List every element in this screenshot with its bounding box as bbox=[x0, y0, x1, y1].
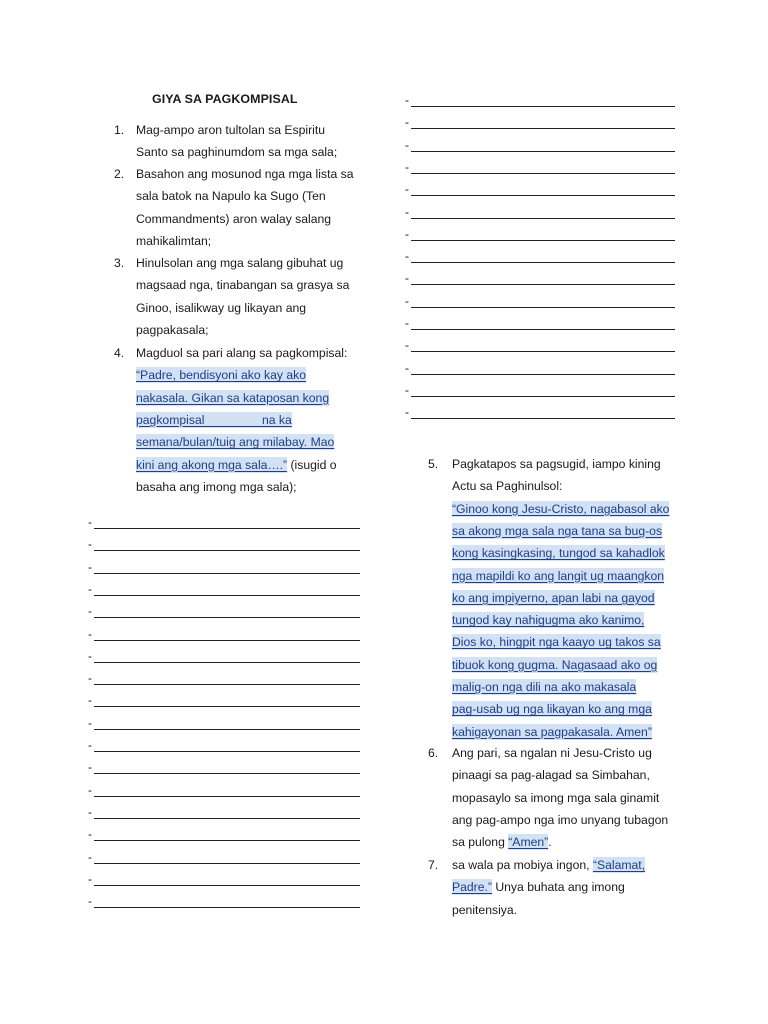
prayer-text: tibuok kong gugma. Nagasaad ako og bbox=[452, 657, 658, 672]
blank-rule bbox=[94, 640, 360, 641]
item-number: 7. bbox=[428, 858, 439, 872]
blank-rule bbox=[94, 907, 360, 908]
blank-rule bbox=[94, 550, 360, 551]
prayer-text: “Amen” bbox=[508, 835, 549, 850]
blank-rule bbox=[411, 173, 675, 174]
item-line bbox=[452, 725, 652, 739]
item-line bbox=[452, 658, 657, 672]
item-line bbox=[452, 546, 665, 560]
blank-rule bbox=[94, 840, 360, 841]
blank-rule bbox=[94, 729, 360, 730]
blank-marker: - bbox=[88, 515, 92, 529]
blank-line[interactable] bbox=[88, 716, 362, 730]
item-line bbox=[452, 680, 636, 694]
item-number: 3. bbox=[114, 256, 125, 270]
item-line bbox=[452, 791, 659, 805]
item-line bbox=[136, 256, 343, 270]
instruction-text: Actu sa Paghinulsol: bbox=[452, 479, 563, 494]
blank-rule bbox=[94, 863, 360, 864]
blank-marker: - bbox=[405, 360, 409, 375]
blank-line[interactable] bbox=[88, 783, 362, 797]
instruction-text: magsaad nga, tinabangan sa grasya sa bbox=[136, 278, 350, 293]
instruction-text: Hinulsolan ang mga salang gibuhat ug bbox=[136, 256, 344, 270]
blank-line[interactable] bbox=[88, 850, 362, 864]
item-line bbox=[136, 323, 209, 337]
item-line bbox=[136, 212, 331, 226]
item-line bbox=[136, 413, 292, 427]
blank-rule bbox=[94, 751, 360, 752]
blank-marker: - bbox=[405, 115, 409, 130]
prayer-text: tungod kay nahigugma ako kanimo, bbox=[452, 613, 645, 628]
blank-line[interactable] bbox=[405, 205, 677, 219]
instruction-text: mahikalimtan; bbox=[136, 233, 212, 248]
blank-line[interactable] bbox=[88, 872, 362, 886]
blank-marker: - bbox=[88, 782, 92, 797]
blank-rule bbox=[411, 351, 675, 352]
prayer-text: “Salamat, bbox=[592, 858, 646, 872]
item-line bbox=[452, 457, 661, 471]
blank-marker: - bbox=[405, 249, 409, 264]
blank-marker: - bbox=[405, 405, 409, 420]
blank-marker: - bbox=[405, 316, 409, 330]
item-line bbox=[452, 502, 669, 516]
instruction-text: Basahon ang mosunod nga mga lista sa bbox=[136, 167, 354, 181]
item-line bbox=[452, 591, 655, 605]
blank-line[interactable] bbox=[405, 271, 677, 285]
instruction-text: Pagkatapos sa pagsugid, iampo kining bbox=[452, 457, 661, 471]
blank-rule bbox=[94, 662, 360, 663]
item-line bbox=[136, 346, 347, 360]
item-number: 6. bbox=[428, 746, 439, 760]
blank-marker: - bbox=[88, 894, 92, 909]
blank-line[interactable] bbox=[405, 405, 677, 419]
blank-rule bbox=[94, 818, 360, 819]
prayer-text: “Ginoo kong Jesu-Cristo, nagabasol ako bbox=[452, 501, 670, 516]
blank-marker: - bbox=[405, 93, 409, 107]
blank-rule bbox=[411, 128, 675, 129]
blank-rule bbox=[411, 106, 675, 107]
instruction-text: penitensiya. bbox=[452, 902, 518, 917]
item-line bbox=[136, 391, 329, 405]
prayer-text: kahigayonan sa pagpakasala. Amen” bbox=[452, 724, 652, 739]
blank-marker: - bbox=[88, 648, 92, 663]
blank-line[interactable] bbox=[405, 361, 677, 375]
blank-marker: - bbox=[88, 604, 92, 619]
prayer-text: Padre.” bbox=[452, 880, 492, 895]
blank-rule bbox=[94, 706, 360, 707]
blank-rule bbox=[94, 684, 360, 685]
blank-line[interactable] bbox=[88, 649, 362, 663]
blank-marker: - bbox=[405, 271, 409, 286]
instruction-text: (isugid o bbox=[287, 457, 337, 472]
instruction-text: sa pulong bbox=[452, 835, 509, 850]
blank-marker: - bbox=[88, 537, 92, 552]
item-line bbox=[452, 768, 650, 782]
blank-rule bbox=[411, 374, 675, 375]
item-number: 4. bbox=[114, 346, 125, 360]
blank-rule bbox=[411, 195, 675, 196]
blank-line[interactable] bbox=[405, 227, 677, 241]
blank-line[interactable] bbox=[88, 827, 362, 841]
blank-line[interactable] bbox=[88, 671, 362, 685]
instruction-text: Santo sa paghinumdom sa mga sala; bbox=[136, 145, 338, 160]
item-line bbox=[452, 569, 664, 583]
prayer-text: Dios ko, hingpit nga kaayo ug takos sa bbox=[452, 635, 661, 650]
item-line bbox=[136, 458, 337, 472]
item-line bbox=[452, 903, 517, 917]
blank-rule bbox=[411, 284, 675, 285]
instruction-text: basaha ang imong mga sala); bbox=[136, 479, 297, 494]
item-line bbox=[136, 234, 211, 248]
item-line bbox=[452, 479, 562, 493]
blank-rule bbox=[411, 151, 675, 152]
instruction-text: pinaagi sa pag-alagad sa Simbahan, bbox=[452, 768, 650, 783]
blank-line[interactable] bbox=[88, 604, 362, 618]
blank-marker: - bbox=[405, 382, 409, 397]
blank-marker: - bbox=[88, 827, 92, 842]
item-number: 2. bbox=[114, 167, 125, 181]
blank-marker: - bbox=[405, 137, 409, 152]
blank-rule bbox=[411, 307, 675, 308]
blank-marker: - bbox=[405, 204, 409, 219]
instruction-text: Commandments) aron walay salang bbox=[136, 211, 332, 226]
blank-marker: - bbox=[88, 581, 92, 596]
blank-rule bbox=[411, 218, 675, 219]
item-line bbox=[136, 480, 297, 494]
blank-marker: - bbox=[88, 738, 92, 752]
item-line bbox=[452, 880, 625, 894]
instruction-text: Mag-ampo aron tultolan sa Espiritu bbox=[136, 123, 326, 137]
blank-rule bbox=[94, 595, 360, 596]
prayer-text: pagkompisal na ka bbox=[136, 412, 292, 427]
blank-line[interactable] bbox=[405, 182, 677, 196]
item-line bbox=[136, 368, 306, 382]
blank-marker: - bbox=[88, 804, 92, 819]
blank-marker: - bbox=[405, 182, 409, 197]
item-line bbox=[136, 145, 337, 159]
blank-rule bbox=[94, 573, 360, 574]
item-line bbox=[452, 858, 645, 872]
prayer-text: semana/bulan/tuig ang milabay. Mao bbox=[136, 435, 335, 450]
blank-line[interactable] bbox=[88, 805, 362, 819]
instruction-text: pagpakasala; bbox=[136, 322, 209, 337]
instruction-text: ang pag-ampo nga imo unyang tubagon bbox=[452, 812, 669, 827]
blank-rule bbox=[94, 773, 360, 774]
blank-line[interactable] bbox=[405, 115, 677, 129]
blank-rule bbox=[94, 885, 360, 886]
blank-line[interactable] bbox=[405, 138, 677, 152]
item-number: 5. bbox=[428, 457, 439, 471]
blank-line[interactable] bbox=[405, 294, 677, 308]
item-line bbox=[136, 301, 306, 315]
item-line bbox=[452, 524, 662, 538]
blank-line[interactable] bbox=[88, 693, 362, 707]
blank-marker: - bbox=[405, 226, 409, 241]
instruction-text: Unya buhata ang imong bbox=[491, 880, 625, 895]
prayer-text: kong kasingkasing, tungod sa kahadlok bbox=[452, 546, 665, 561]
page-title: GIYA SA PAGKOMPISAL bbox=[152, 92, 298, 106]
blank-rule bbox=[94, 796, 360, 797]
blank-line[interactable] bbox=[405, 93, 677, 107]
blank-line[interactable] bbox=[88, 894, 362, 908]
prayer-text: malig-on nga dili na ako makasala bbox=[452, 680, 637, 694]
blank-rule bbox=[411, 329, 675, 330]
instruction-text: sa wala pa mobiya ingon, bbox=[452, 858, 593, 872]
instruction-text: Ang pari, sa ngalan ni Jesu-Cristo ug bbox=[452, 746, 652, 760]
blank-line[interactable] bbox=[88, 738, 362, 752]
blank-line[interactable] bbox=[405, 160, 677, 174]
prayer-text: “Padre, bendisyoni ako kay ako bbox=[136, 368, 307, 383]
blank-line[interactable] bbox=[88, 515, 362, 529]
blank-marker: - bbox=[405, 293, 409, 308]
instruction-text: Magduol sa pari alang sa pagkompisal: bbox=[136, 346, 348, 360]
blank-line[interactable] bbox=[88, 537, 362, 551]
instruction-text: . bbox=[548, 835, 552, 850]
blank-line[interactable] bbox=[88, 627, 362, 641]
item-line bbox=[452, 702, 652, 716]
instruction-text: mopasaylo sa imong mga sala ginamit bbox=[452, 790, 660, 805]
item-line bbox=[452, 613, 644, 627]
blank-marker: - bbox=[88, 671, 92, 686]
blank-rule bbox=[94, 617, 360, 618]
prayer-text: pag-usab ug nga likayan ko ang mga bbox=[452, 702, 652, 717]
blank-marker: - bbox=[88, 693, 92, 708]
item-line bbox=[452, 746, 652, 760]
blank-marker: - bbox=[88, 559, 92, 574]
blank-marker: - bbox=[88, 871, 92, 886]
blank-rule bbox=[94, 528, 360, 529]
item-line bbox=[136, 167, 354, 181]
item-number: 1. bbox=[114, 123, 125, 137]
blank-marker: - bbox=[88, 760, 92, 775]
blank-line[interactable] bbox=[405, 249, 677, 263]
blank-line[interactable] bbox=[405, 383, 677, 397]
blank-rule bbox=[411, 418, 675, 419]
prayer-text: kini ang akong mga sala….” bbox=[136, 457, 288, 472]
blank-marker: - bbox=[88, 626, 92, 641]
blank-line[interactable] bbox=[405, 316, 677, 330]
blank-rule bbox=[411, 396, 675, 397]
instruction-text: sala batok na Napulo ka Sugo (Ten bbox=[136, 189, 326, 204]
item-line bbox=[136, 435, 334, 449]
item-line bbox=[136, 123, 325, 137]
blank-marker: - bbox=[88, 849, 92, 864]
prayer-text: ko ang impiyerno, apan labi na gayod bbox=[452, 590, 655, 605]
prayer-text: nakasala. Gikan sa kataposan kong bbox=[136, 390, 330, 405]
prayer-text: nga mapildi ko ang langit ug maangkon bbox=[452, 568, 665, 583]
blank-rule bbox=[411, 262, 675, 263]
item-line bbox=[452, 635, 661, 649]
item-line bbox=[452, 835, 552, 849]
blank-rule bbox=[411, 240, 675, 241]
blank-line[interactable] bbox=[88, 560, 362, 574]
blank-marker: - bbox=[88, 715, 92, 730]
item-line bbox=[136, 278, 349, 292]
prayer-text: sa akong mga sala nga tana sa bug-os bbox=[452, 523, 663, 538]
item-line bbox=[136, 189, 326, 203]
blank-marker: - bbox=[405, 338, 409, 353]
blank-line[interactable] bbox=[88, 760, 362, 774]
blank-line[interactable] bbox=[405, 338, 677, 352]
instruction-text: Ginoo, isalikway ug likayan ang bbox=[136, 300, 307, 315]
blank-marker: - bbox=[405, 159, 409, 174]
blank-line[interactable] bbox=[88, 582, 362, 596]
item-line bbox=[452, 813, 668, 827]
